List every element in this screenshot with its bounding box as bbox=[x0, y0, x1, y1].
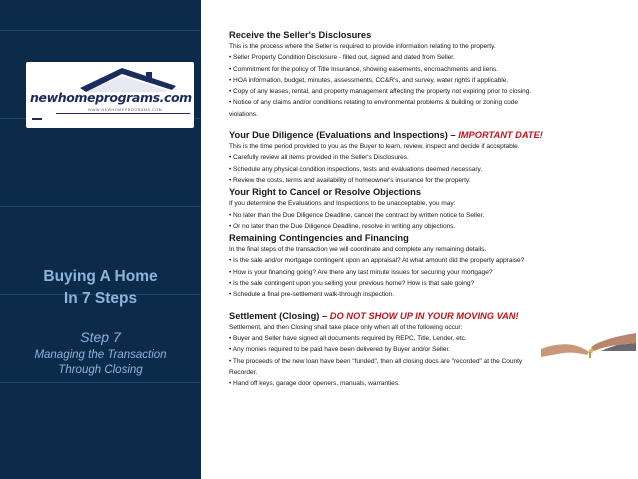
bullet-item: • Any monies required to be paid have been delivered by Buyer and/or Seller. bbox=[229, 346, 451, 354]
section-title bbox=[229, 129, 607, 141]
title-line-2: In 7 Steps bbox=[63, 290, 138, 307]
section-line: This is the process where the Seller is required to provide information relating to the property. bbox=[229, 43, 496, 50]
section-due-diligence bbox=[229, 129, 607, 186]
section-line: violations. bbox=[229, 110, 258, 118]
step-subtitle bbox=[0, 348, 201, 378]
sidebar-stripe bbox=[0, 382, 201, 383]
sidebar-stripe bbox=[0, 206, 201, 207]
bullet-item: • Carefully review all items provided in the Seller's Disclosures. bbox=[229, 154, 409, 162]
bullet-item: • The proceeds of the new loan have been "funded", then all closing docs are "recorded" at the County bbox=[229, 357, 523, 365]
bullet-item: • No later than the Due Diligence Deadline, cancel the contract by written notice to Seller. bbox=[229, 211, 485, 219]
logo-url: WWW.NEWHOMEPROGRAMS.COM bbox=[88, 108, 163, 112]
bullet-item: • Schedule a final pre-settlement walk-through inspection. bbox=[229, 291, 395, 299]
section-title: Remaining Contingencies and Financing bbox=[229, 233, 409, 244]
company-logo bbox=[26, 62, 194, 128]
section-title bbox=[229, 310, 607, 322]
moving-van-callout: DO NOT SHOW UP IN YOUR MOVING VAN! bbox=[329, 310, 519, 321]
bullet-item: • Is the sale contingent upon you selling your previous home? How is that sale going? bbox=[229, 280, 475, 288]
bullet-item: • Schedule any physical condition inspections, tests and evaluations deemed necessary. bbox=[229, 165, 482, 173]
section-title-text: Settlement (Closing) – bbox=[229, 310, 330, 321]
bullet-item: • Is the sale and/or mortgage contingent upon an appraisal? At what amount did the property appraise? bbox=[229, 257, 525, 265]
section-title-text: Your Due Diligence (Evaluations and Inspections) – bbox=[229, 130, 459, 141]
important-date-callout: IMPORTANT DATE! bbox=[458, 130, 543, 141]
bullet-item: • HOA information, budget, minutes, assessments, CC&R's, and survey, water rights if applicable. bbox=[229, 76, 509, 84]
section-title: Your Right to Cancel or Resolve Objections bbox=[229, 187, 421, 198]
sidebar-panel bbox=[0, 0, 201, 479]
section-title: Receive the Seller's Disclosures bbox=[229, 30, 372, 40]
bullet-item: • Review the costs, terms and availability of homeowner's insurance for the property. bbox=[229, 176, 471, 184]
title-line-1: Buying A Home bbox=[43, 268, 158, 285]
bullet-item: • Buyer and Seller have signed all documents required by REPC, Title, Lender, etc. bbox=[229, 334, 467, 342]
page-title bbox=[0, 266, 201, 310]
section-line: Recorder. bbox=[229, 368, 258, 376]
subtitle-line-1: Managing the Transaction bbox=[34, 349, 167, 361]
section-line: In the final steps of the transaction we will coordinate and complete any remaining details. bbox=[229, 246, 487, 254]
bullet-item: • Hand off keys, garage door openers, manuals, warranties. bbox=[229, 380, 400, 388]
key-handoff-image bbox=[541, 325, 636, 363]
bullet-item: • Notice of any claims and/or conditions relating to environmental problems & building or zoning code bbox=[229, 99, 519, 107]
sidebar-stripe bbox=[0, 30, 201, 31]
section-line: This is the time period provided to you as the Buyer to learn, review, inspect and decide if acceptable. bbox=[229, 143, 520, 151]
section-line: If you determine the Evaluations and Inspections to be unacceptable, you may: bbox=[229, 200, 456, 208]
section-line: Settlement, and then Closing shall take place only when all of the following occur: bbox=[229, 323, 463, 331]
bullet-item: • How is your financing going? Are there any last minute issues for securing your mortgage? bbox=[229, 268, 493, 276]
logo-wordmark: newhomeprograms.com bbox=[30, 90, 192, 105]
bullet-item: • Commitment for the policy of Title Insurance, showing easements, encroachments and liens. bbox=[229, 65, 498, 73]
bullet-item: • Seller Property Condition Disclosure - filled out, signed and dated from Seller. bbox=[229, 54, 455, 62]
bullet-item: • Copy of any leases, rental, and property management affecting the property not expiring prior to closing. bbox=[229, 88, 532, 96]
subtitle-line-2: Through Closing bbox=[58, 364, 143, 376]
step-label: Step 7 bbox=[80, 329, 121, 345]
section-disclosures bbox=[229, 29, 607, 120]
section-contingencies bbox=[229, 232, 607, 300]
section-cancel bbox=[229, 186, 607, 232]
bullet-item: • Or no later than the Due Diligence Deadline, resolve in writing any objections. bbox=[229, 222, 456, 230]
